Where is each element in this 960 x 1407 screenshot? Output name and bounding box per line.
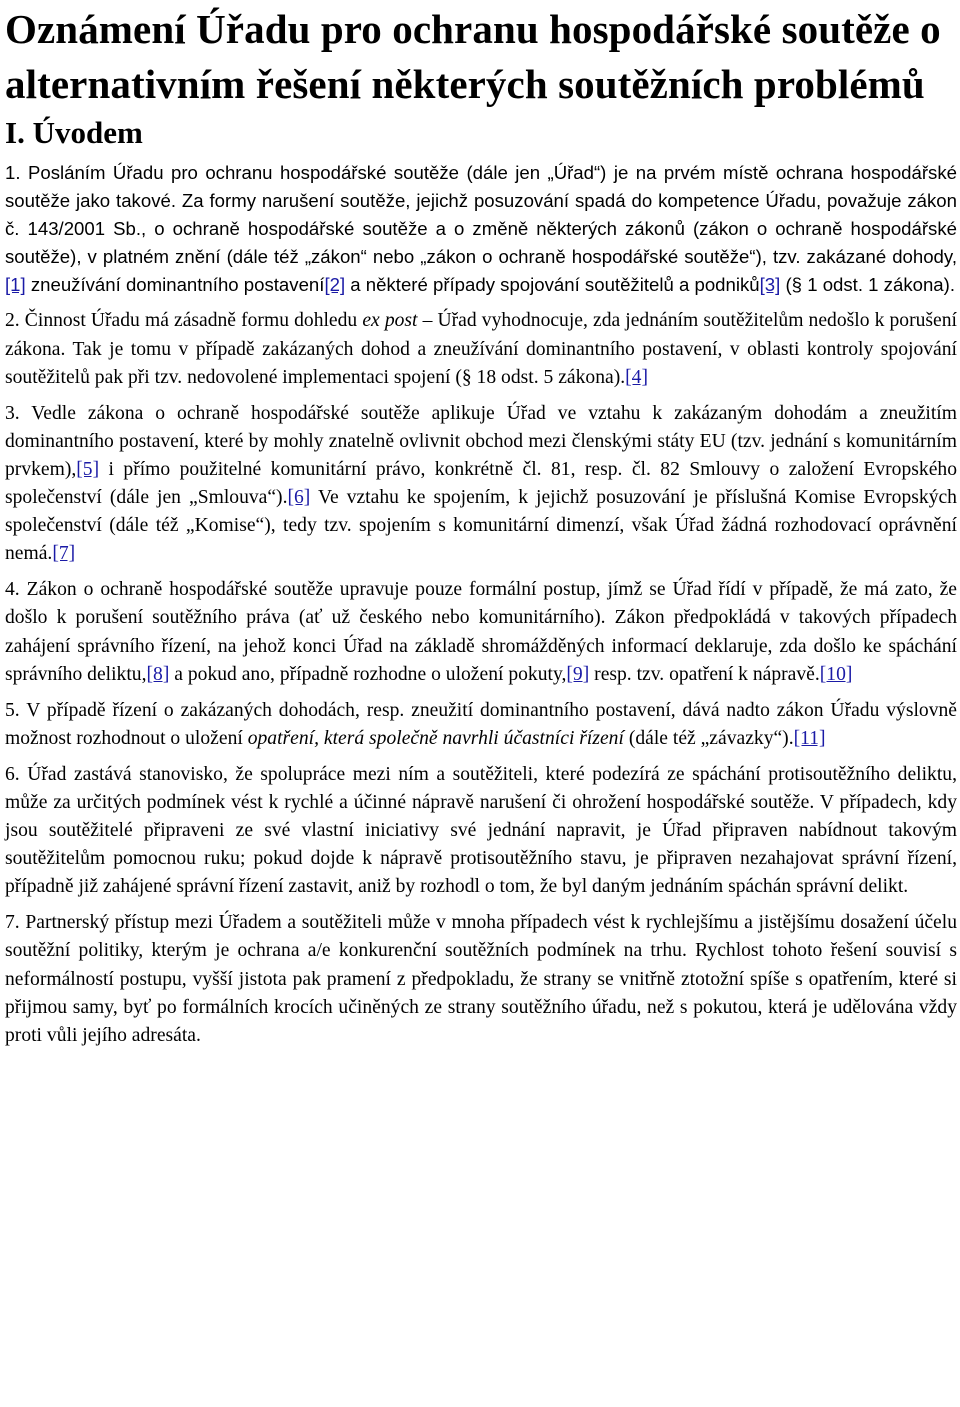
- section-heading: I. Úvodem: [5, 115, 143, 150]
- footnote-link-9[interactable]: [9]: [566, 663, 590, 685]
- footnote-link-7[interactable]: [7]: [52, 543, 76, 565]
- footnote-link-8[interactable]: [8]: [146, 663, 170, 685]
- p5-text-a: 5. V případě řízení o zakázaných dohodách, resp. zneužití dominantního postavení, dává nadto zákon Úřadu výslovně možnost rozhodnout o uložení: [5, 699, 957, 749]
- footnote-link-11[interactable]: [11]: [793, 727, 826, 749]
- p4-text-b: a pokud ano, případně rozhodne o uložení pokuty,: [169, 663, 567, 685]
- paragraph-7: 7. Partnerský přístup mezi Úřadem a soutěžiteli může v mnoha případech vést k rychlejšímu a jistějšímu dosažení účelu soutěžní politiky, kterým je ochrana a/e konkurenční soutěžních podmínek na trhu. Rychlost tohoto řešení souvisí s neformálností postupu, vyšší jistota pak pramení z předpokladu, že strany se vnitřně ztotožní spíše s opatřením, které si přijmou samy, byť po formálních krocích učiněných ze strany soutěžního úřadu, než s pokutou, která je udělována vždy proti vůli jejího adresáta.: [5, 912, 957, 1046]
- p4-text-c: resp. tzv. opatření k nápravě.: [589, 663, 820, 685]
- footnote-link-2[interactable]: [2]: [324, 274, 346, 296]
- p4-text-a: 4. Zákon o ochraně hospodářské soutěže upravuje pouze formální postup, jímž se Úřad řídí v případě, že má zato, že došlo k porušení soutěžního práva (ať už českého nebo komunitárního). Zákon předpokládá v takových případech zahájení správního řízení, na jehož konci Úřad na základě shromážděných informací deklaruje, zda došlo ke spáchání správního deliktu,: [5, 579, 957, 685]
- p2-emphasis: ex post: [362, 310, 418, 332]
- p3-text-b: i přímo použitelné komunitární právo, konkrétně čl. 81, resp. čl. 82 Smlouvy o založení Evropského společenství (dále jen „Smlouva“).: [5, 458, 957, 509]
- paragraph-6: 6. Úřad zastává stanovisko, že spolupráce mezi ním a soutěžiteli, které podezírá ze spáchání protisoutěžního deliktu, může za určitých podmínek vést k rychlé a účinné nápravě narušení či ohrožení hospodářské soutěže. V případech, kdy jsou soutěžitelé připraveni ze své vlastní iniciativy své jednání napravit, je Úřad připraven nabídnout takovým soutěžitelům pomocnou ruku; pokud dojde k nápravě protisoutěžního stavu, je připraven nezahajovat správní řízení, případně již zahájené správní řízení zastavit, aniž by rozhodl o tom, že byl daným jednáním spáchán správní delikt.: [5, 763, 957, 898]
- p2-text-b: – Úřad vyhodnocuje, zda jednáním soutěžitelům nedošlo k porušení zákona. Tak je tomu v případě zakázaných dohod a zneužívání dominantního postavení, v oblasti kontroly spojování soutěžitelů pak při tzv. nedovolené implementaci spojení (§ 18 odst. 5 zákona).: [5, 310, 957, 388]
- p2-text-a: 2. Činnost Úřadu má zásadně formu dohledu: [5, 310, 363, 332]
- p1-text-c: a některé případy spojování soutěžitelů a podniků: [345, 274, 760, 296]
- paragraph-1: [5, 159, 957, 299]
- paragraph-5: [5, 697, 957, 753]
- paragraph-2: [5, 307, 957, 391]
- p3-text-a: 3. Vedle zákona o ochraně hospodářské soutěže aplikuje Úřad ve vztahu k zakázaným dohodám a zneužitím dominantního postavení, které by mohly znatelně ovlivnit obchod mezi členskými státy EU (tzv. jednání s komunitárním prvkem),: [5, 402, 957, 480]
- footnote-link-4[interactable]: [4]: [625, 366, 648, 388]
- footnote-link-10[interactable]: [10]: [819, 663, 853, 685]
- footnote-link-1[interactable]: [1]: [5, 274, 26, 296]
- footnote-link-3[interactable]: [3]: [759, 274, 781, 296]
- footnote-link-5[interactable]: [5]: [76, 458, 100, 480]
- footnote-link-6[interactable]: [6]: [287, 487, 311, 509]
- p5-text-b: (dále též „závazky“).: [623, 727, 794, 749]
- paragraph-4: [5, 576, 957, 688]
- document-title: Oznámení Úřadu pro ochranu hospodářské soutěže o alternativním řešení některých soutěžních problémů: [5, 6, 941, 107]
- p1-text-b: zneužívání dominantního postavení: [25, 274, 325, 296]
- p1-text-a: 1. Posláním Úřadu pro ochranu hospodářské soutěže (dále jen „Úřad“) je na prvém místě ochrana hospodářské soutěže jako takové. Za formy narušení soutěže, jejichž posuzování spadá do kompetence Úřadu, považuje zákon č. 143/2001 Sb., o ochraně hospodářské soutěže a o změně některých zákonů (zákon o ochraně hospodářské soutěže), v platném znění (dále též „zákon“ nebo „zákon o ochraně hospodářské soutěže“), tzv. zakázané dohody,: [5, 162, 957, 268]
- p1-text-d: (§ 1 odst. 1 zákona).: [780, 274, 955, 296]
- paragraph-3: [5, 400, 957, 569]
- p3-text-c: Ve vztahu ke spojením, k jejichž posuzování je příslušná Komise Evropských společenství (dále též „Komise“), tedy tzv. spojením s komunitární dimenzí, však Úřad žádná rozhodovací oprávnění nemá.: [5, 487, 957, 565]
- p5-emphasis: opatření, která společně navrhli účastníci řízení: [247, 727, 624, 749]
